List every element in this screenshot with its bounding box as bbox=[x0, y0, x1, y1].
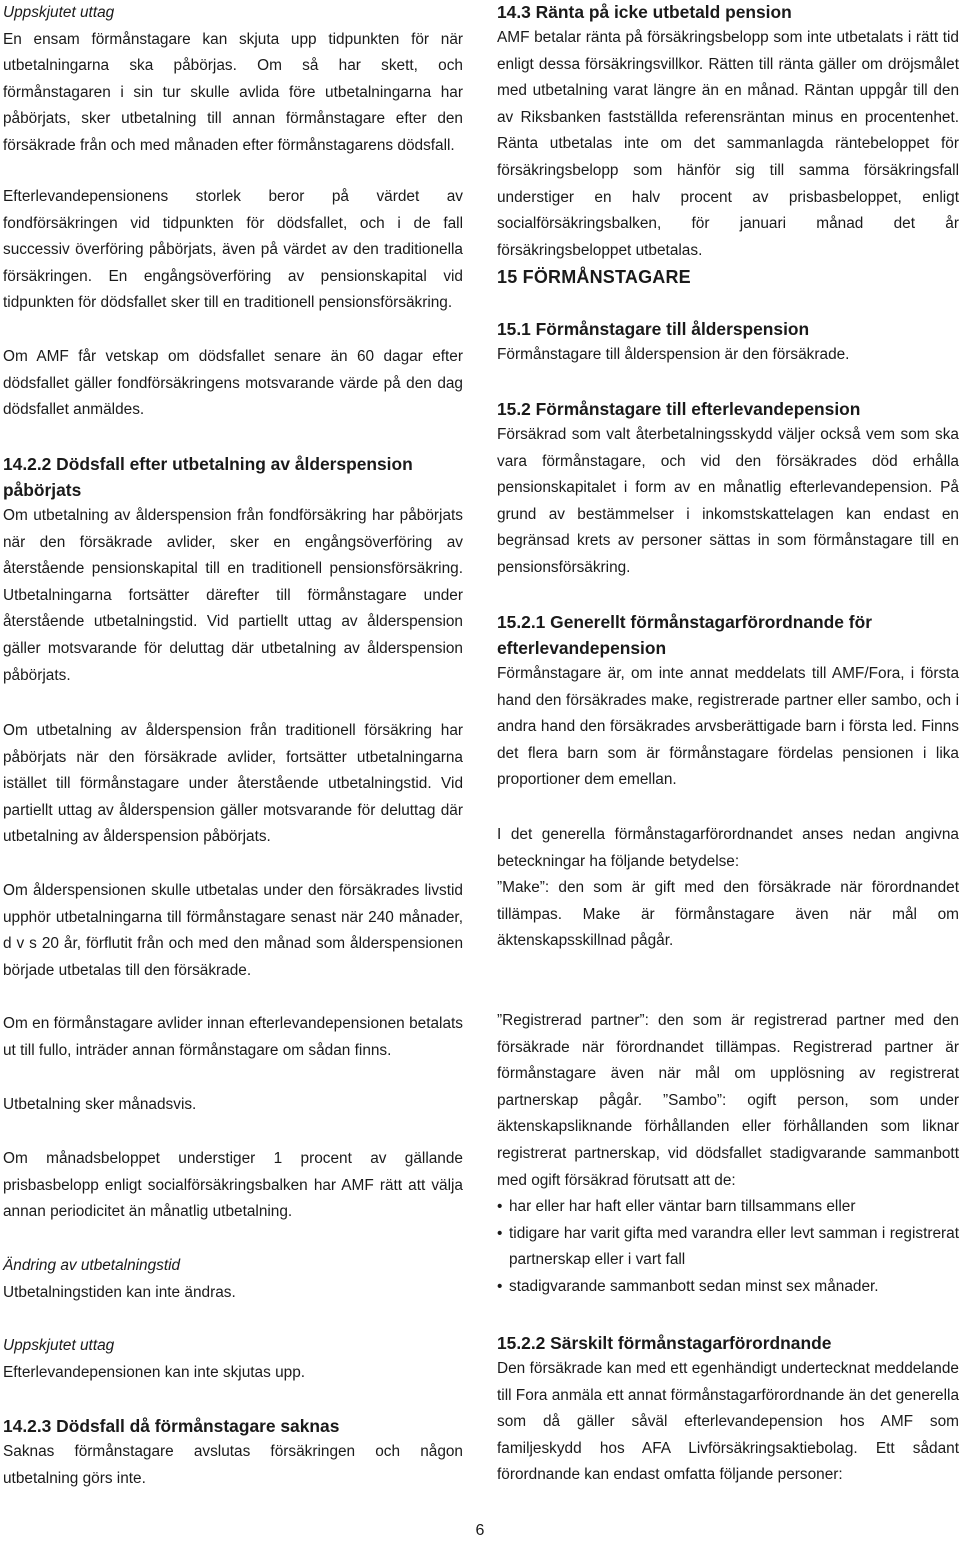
section-heading: 14.2.3 Dödsfall då förmånstagare saknas bbox=[3, 1416, 340, 1436]
paragraph-block bbox=[497, 822, 959, 875]
paragraph-block bbox=[3, 878, 463, 984]
paragraph-block bbox=[3, 184, 463, 317]
section-15-2-1 bbox=[497, 609, 959, 794]
paragraph: Efterlevandepensionen kan inte skjutas upp. bbox=[3, 1363, 306, 1381]
criteria-list bbox=[497, 1194, 959, 1300]
section-15-2-2 bbox=[497, 1330, 959, 1489]
subheading-deferred-withdrawal: Uppskjutet uttag bbox=[3, 1337, 115, 1354]
section-14-2-2 bbox=[3, 451, 463, 689]
section-heading: 14.3 Ränta på icke utbetald pension bbox=[497, 2, 792, 22]
section-14-2-3 bbox=[3, 1413, 463, 1492]
chapter-15 bbox=[497, 264, 959, 290]
paragraph: Saknas förmånstagare avslutas försäkringen och någon utbetalning görs inte. bbox=[3, 1443, 463, 1487]
section-15-1 bbox=[497, 316, 959, 369]
subheading-deferred-withdrawal: Uppskjutet uttag bbox=[3, 4, 115, 21]
list-item: • tidigare har varit gifta med varandra eller levt samman i registrerat partnerskap eller i vart fall bbox=[497, 1221, 959, 1274]
chapter-heading: 15 FÖRMÅNSTAGARE bbox=[497, 267, 691, 287]
paragraph: Om ålderspensionen skulle utbetalas under den försäkrades livstid upphör utbetalningarna till förmånstagare senast när 240 månader, d v s 20 år, förflutit från och med den månad som ålderspensionen började utbetalas till den försäkrade. bbox=[3, 882, 463, 979]
paragraph: Om AMF får vetskap om dödsfallet senare än 60 dagar efter dödsfallet gäller fondförsäkringens motsvarande värde på den dag dödsfallet anmäldes. bbox=[3, 348, 463, 419]
paragraph: Om månadsbeloppet understiger 1 procent av gällande prisbasbelopp enligt socialförsäkringsbalken har AMF rätt att välja annan periodicitet än månatlig utbetalning. bbox=[3, 1150, 463, 1221]
page-number: 6 bbox=[475, 1522, 485, 1539]
section-heading: 14.2.2 Dödsfall efter utbetalning av ålderspension påbörjats bbox=[3, 454, 413, 500]
paragraph: Förmånstagare är, om inte annat meddelats till AMF/Fora, i första hand den försäkrades make, registrerade partner eller sambo, och i andra hand den försäkrades arvsberättigade barn i första led. Finns det flera barn som är förmånstagare fördelas pensionen i lika proportioner dem emellan. bbox=[497, 665, 959, 789]
paragraph: ”Registrerad partner”: den som är registrerad partner med den försäkrade när förordnandet tillämpas. Registrerad partner är förmånstagare även när mål om upplösning av registrerat partnerskap pågår. ”Sambo”: ogift person, som under äktenskapsliknande förhållanden eller förhållanden som liknar registrerat partnerskap, vid dödsfallet stadigvarande sammanbott med ogift försäkrad förutsatt att de: bbox=[497, 1012, 959, 1189]
paragraph: Försäkrad som valt återbetalningsskydd väljer också vem som ska vara förmånstagare, och vid den försäkrades död erhålla pensionskapitalet i form av en månatlig efterlevandepension. På grund av bestämmelser i inkomstskattelagen kan endast en begränsad krets av personer sättas in som förmånstagare till en pensionsförsäkring. bbox=[497, 426, 959, 576]
paragraph-block bbox=[3, 1146, 463, 1226]
paragraph-block bbox=[497, 1008, 959, 1301]
section-heading: 15.2.1 Generellt förmånstagarförordnande för efterlevandepension bbox=[497, 612, 872, 658]
section-heading: 15.2 Förmånstagare till efterlevandepension bbox=[497, 399, 861, 419]
paragraph: Den försäkrade kan med ett egenhändigt undertecknat meddelande till Fora anmäla ett annat förmånstagarförordnande än det generella som då gäller såväl efterlevandepension hos AMF som familjeskydd hos AFA Livförsäkringsaktiebolag. Ett sådant förordnande kan endast omfatta följande personer: bbox=[497, 1360, 960, 1484]
section-15-2 bbox=[497, 396, 959, 582]
paragraph: AMF betalar ränta på försäkringsbelopp som inte utbetalats i rätt tid enligt dessa försäkringsvillkor. Rätten till ränta gäller om dröjsmålet med utbetalning varat längre än en månad. Räntan uppgår till den av Riksbanken fastställda referensräntan minus en procentenhet. Ränta utbetalas inte om det sammanlagda räntebeloppet för försäkringsbelopp som hänför sig till samma försäkringsfall understiger en halv procent av prisbasbeloppet, enligt socialförsäkringsbalken, för januari månad det år försäkringsbeloppet utbetalas. bbox=[497, 29, 959, 259]
section-heading: 15.2.2 Särskilt förmånstagarförordnande bbox=[497, 1333, 832, 1353]
paragraph-block bbox=[3, 718, 463, 851]
paragraph-block bbox=[497, 875, 959, 955]
paragraph: Om utbetalning av ålderspension från traditionell försäkring har påbörjats när den försäkrade avlider, fortsätter utbetalningarna istället till förmånstagare under återstående utbetalningstid. Vid partiellt uttag av ålderspension gäller motsvarande för deluttag där utbetalning av ålderspension påbörjats. bbox=[3, 722, 463, 846]
deferred-withdrawal-section-2 bbox=[3, 1333, 463, 1386]
paragraph-block bbox=[3, 1011, 463, 1064]
paragraph: ”Make”: den som är gift med den försäkrade när förordnandet tillämpas. Make är förmånstagare även när mål om äktenskapsskillnad pågår. bbox=[497, 879, 959, 950]
paragraph: Om en förmånstagare avlider innan efterlevandepensionen betalats ut till fullo, inträder annan förmånstagare om sådan finns. bbox=[3, 1015, 463, 1059]
section-14-3 bbox=[497, 0, 959, 264]
paragraph-block bbox=[3, 344, 463, 424]
subheading-payout-time-change: Ändring av utbetalningstid bbox=[3, 1257, 181, 1274]
list-item: • har eller har haft eller väntar barn tillsammans eller bbox=[497, 1194, 959, 1221]
paragraph: I det generella förmånstagarförordnandet anses nedan angivna beteckningar ha följande betydelse: bbox=[497, 826, 959, 870]
list-item: • stadigvarande sammanbott sedan minst sex månader. bbox=[497, 1274, 959, 1301]
payout-time-change-section bbox=[3, 1253, 463, 1306]
paragraph: En ensam förmånstagare kan skjuta upp tidpunkten för när utbetalningarna ska påbörjas. Om så har skett, och förmånstagaren i sin tur skulle avlida före utbetalningarna har påbörjats, sker utbetalning till annan förmånstagare efter den försäkrade från och med månaden efter förmånstagarens dödsfall. bbox=[3, 30, 463, 154]
section-heading: 15.1 Förmånstagare till ålderspension bbox=[497, 319, 810, 339]
paragraph-block bbox=[3, 1092, 463, 1119]
paragraph: Efterlevandepensionens storlek beror på värdet av fondförsäkringen vid tidpunkten för dödsfallet, och i de fall successiv överföring påbörjats, även på värdet av den traditionella försäkringen. En engångsöverföring av pensionskapital vid tidpunkten för dödsfallet sker till en traditionell pensionsförsäkring. bbox=[3, 188, 463, 312]
deferred-withdrawal-section-1 bbox=[3, 0, 463, 160]
paragraph: Om utbetalning av ålderspension från fondförsäkring har påbörjats när den försäkrade avlider, sker en engångsöverföring av återstående pensionskapital till en traditionell pensionsförsäkring. Utbetalningarna fortsätter därefter till förmånstagare under återstående utbetalningstid. Vid partiellt uttag av ålderspension gäller motsvarande för deluttag där utbetalning av ålderspension påbörjats. bbox=[3, 507, 463, 684]
paragraph: Förmånstagare till ålderspension är den försäkrade. bbox=[497, 346, 850, 363]
paragraph: Utbetalning sker månadsvis. bbox=[3, 1096, 197, 1113]
paragraph: Utbetalningstiden kan inte ändras. bbox=[3, 1283, 236, 1301]
